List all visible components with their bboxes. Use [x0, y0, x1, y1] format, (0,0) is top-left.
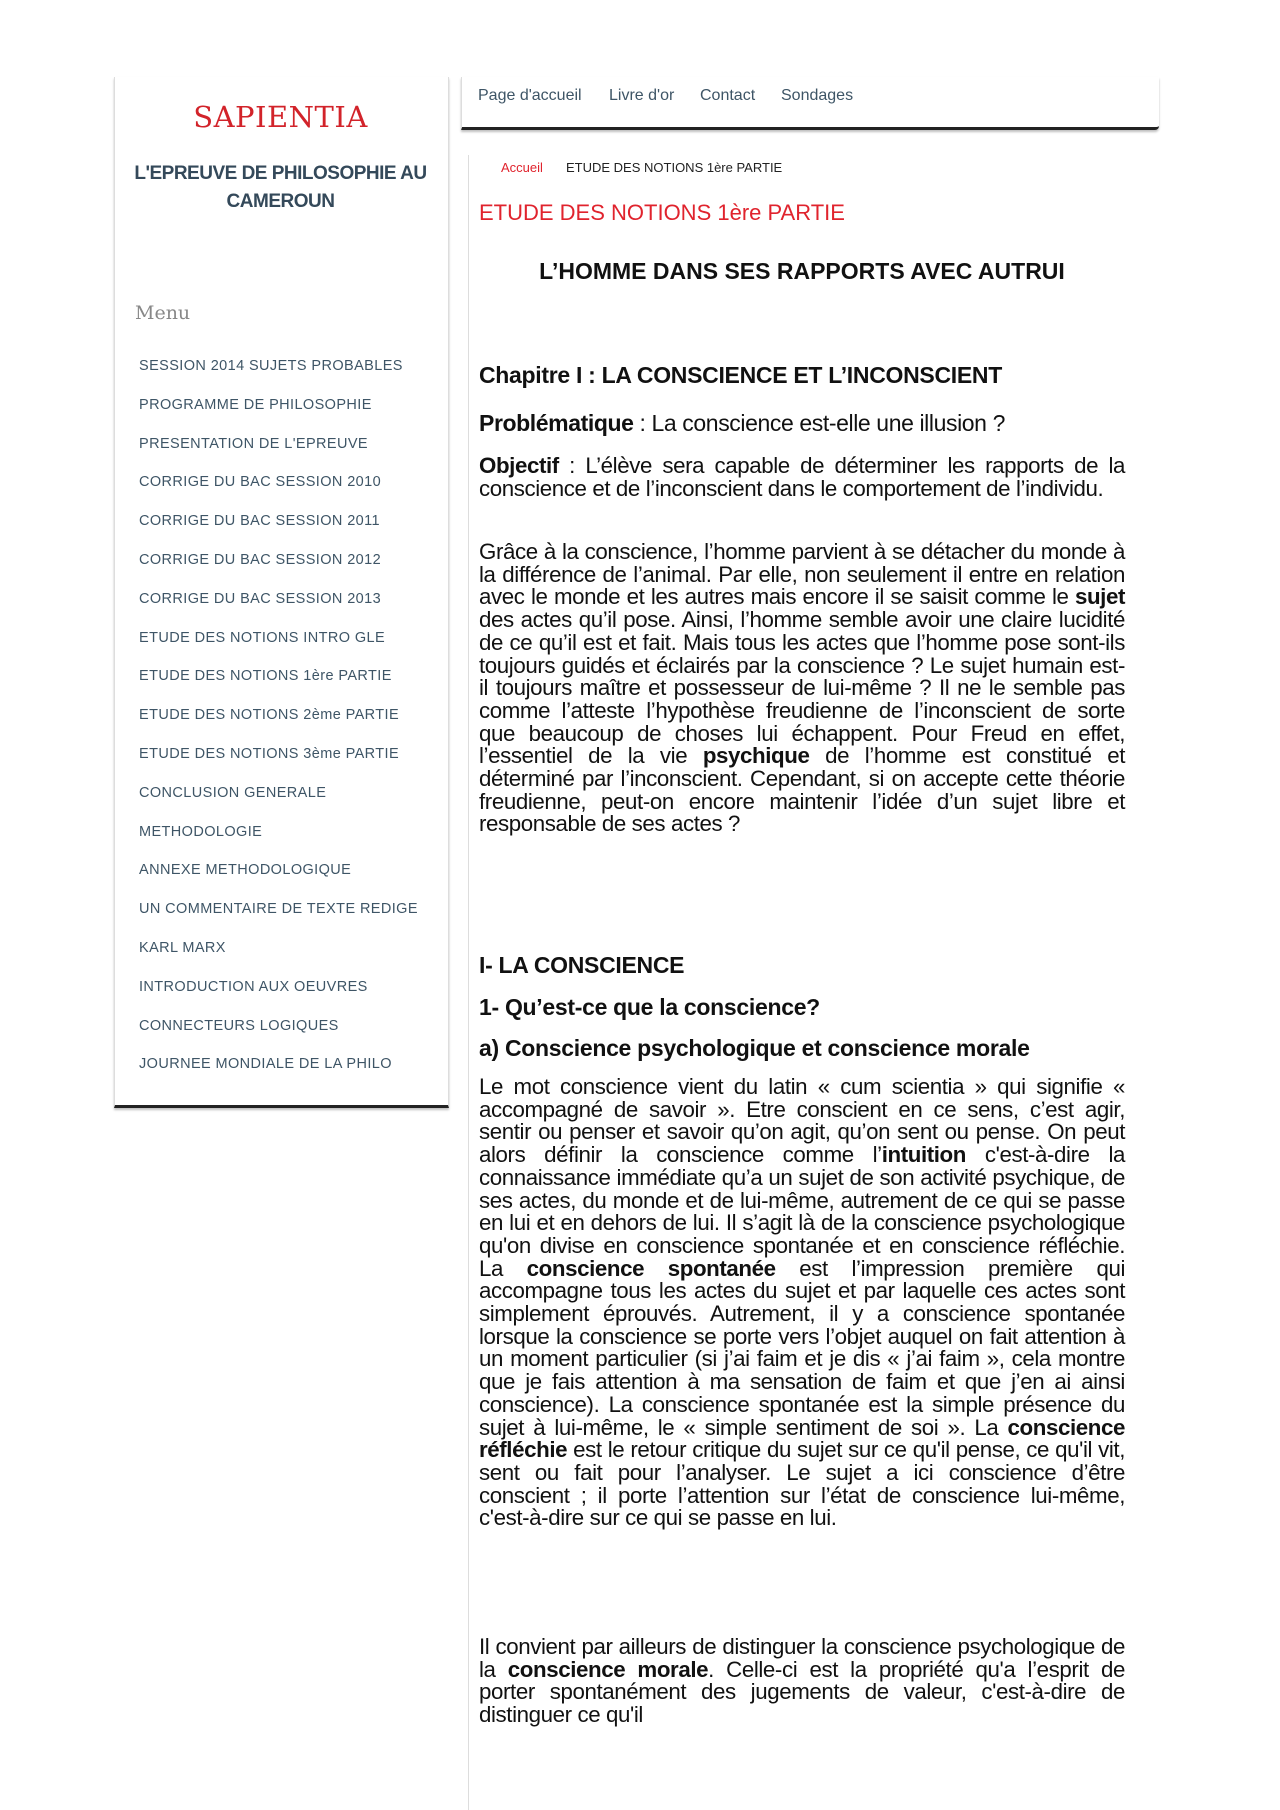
breadcrumb-current: ETUDE DES NOTIONS 1ère PARTIE	[566, 160, 783, 175]
text: Grâce à la conscience, l’homme parvient à se détacher du monde à la différence de l’animal. Par elle, non seulement il entre en relation avec le monde et les autres mais encore il se saisit comme le	[479, 539, 1125, 610]
site-logo[interactable]: SAPIENTIA	[193, 100, 368, 134]
menu-item[interactable]: METHODOLOGIE	[139, 823, 263, 840]
objective-text: : L’élève sera capable de déterminer les rapports de la conscience et de l’inconscient dans le comportement de l’individu.	[479, 453, 1125, 501]
bold-term: conscience morale	[507, 1656, 709, 1682]
menu-item[interactable]: CONCLUSION GENERALE	[139, 784, 327, 801]
bold-term: intuition	[881, 1142, 967, 1168]
menu-item[interactable]: CORRIGE DU BAC SESSION 2013	[139, 590, 382, 607]
chapter-heading: Chapitre I : LA CONSCIENCE ET L’INCONSCIENT	[479, 362, 1002, 388]
nav-guestbook[interactable]: Livre d'or	[609, 87, 675, 104]
site-subtitle: L'EPREUVE DE PHILOSOPHIE AU CAMEROUN	[134, 163, 427, 212]
problem-statement	[479, 412, 1125, 435]
page-title: ETUDE DES NOTIONS 1ère PARTIE	[479, 200, 845, 225]
text: Le mot conscience vient du latin « cum scientia » qui signifie « accompagné de savoir ». Etre conscient en ce sens, c’est agir, sentir ou penser et savoir qu’on agit, qu’on sent ou pense. On peut alors définir la conscience comme l’	[479, 1074, 1125, 1168]
section-heading: I- LA CONSCIENCE	[479, 952, 685, 978]
text: Il convient par ailleurs de distinguer la conscience psychologique de la	[479, 1634, 1125, 1682]
text: . Celle-ci est la propriété qu'a l’esprit de porter spontanément des jugements de valeur, c'est-à-dire de distinguer ce qu'il	[479, 1656, 1125, 1728]
intro-paragraph	[479, 541, 1125, 836]
text: des actes qu’il pose. Ainsi, l’homme semble avoir une claire lucidité de ce qu’il est et fait. Mais tous les actes que l’homme pose sont-ils toujours guidés et éclairés par la conscience ? Le sujet humain est-il toujours maître et possesseur de lui-même ? Il ne le semble pas comme l’atteste l’hypothèse freudienne de l’inconscient de sorte que beaucoup de choses lui échappent. Pour Freud en effet, l’essentiel de la vie	[479, 607, 1125, 769]
text: est l’impression première qui accompagne tous les actes du sujet et par laquelle ces actes sont simplement éprouvés. Autrement, il y a conscience spontanée lorsque la conscience se porte vers l’objet auquel on fait attention à un moment particulier (si j’ai faim et je dis « j’ai faim », cela montre que je fais attention à ma sensation de faim et que j’en ai ainsi conscience). La conscience spontanée est la simple présence du sujet à lui-même, le « simple sentiment de soi ». La	[479, 1255, 1125, 1440]
nav-contact[interactable]: Contact	[700, 87, 756, 104]
menu-item[interactable]: SESSION 2014 SUJETS PROBABLES	[139, 358, 403, 374]
menu-item[interactable]: CORRIGE DU BAC SESSION 2010	[139, 474, 382, 491]
subsection-heading: 1- Qu’est-ce que la conscience?	[479, 994, 820, 1020]
problem-label: Problématique	[479, 410, 634, 436]
menu-item[interactable]: PRESENTATION DE L'EPREUVE	[139, 435, 368, 452]
subsubsection-heading: a) Conscience psychologique et conscience morale	[479, 1035, 1030, 1061]
menu-item[interactable]: CONNECTEURS LOGIQUES	[139, 1017, 339, 1034]
bold-term: conscience spontanée	[526, 1255, 776, 1281]
menu-item[interactable]: UN COMMENTAIRE DE TEXTE REDIGE	[139, 901, 418, 918]
problem-text: : La conscience est-elle une illusion ?	[633, 410, 1005, 436]
menu-item[interactable]: JOURNEE MONDIALE DE LA PHILO	[139, 1056, 392, 1073]
menu-item[interactable]: PROGRAMME DE PHILOSOPHIE	[139, 396, 372, 413]
text: est le retour critique du sujet sur ce qu'il pense, ce qu'il vit, sent ou fait pour l’analyser. Le sujet a ici conscience d’être conscient ; il porte l’attention sur l’état de conscience lui-même, c'est-à-dire sur ce qui se passe en lui.	[479, 1437, 1125, 1531]
top-navigation	[461, 77, 1159, 130]
breadcrumb-home[interactable]: Accueil	[501, 160, 543, 175]
bold-term: conscience réfléchie	[479, 1414, 1125, 1463]
nav-home[interactable]: Page d'accueil	[478, 87, 582, 104]
menu-item[interactable]: CORRIGE DU BAC SESSION 2012	[139, 551, 382, 568]
menu-item[interactable]: KARL MARX	[139, 939, 226, 956]
menu-item[interactable]: ANNEXE METHODOLOGIQUE	[139, 862, 352, 879]
article-heading: L’HOMME DANS SES RAPPORTS AVEC AUTRUI	[539, 258, 1065, 284]
objective-paragraph	[479, 455, 1125, 500]
bold-term: psychique	[702, 743, 810, 769]
objective-label: Objectif	[479, 453, 559, 478]
text: c'est-à-dire la connaissance immédiate qu’a un sujet de son activité psychique, de ses actes, du monde et de lui-même, autrement de ce qui se passe en lui et en dehors de lui. Il s’agit là de la conscience psychologique qu'on divise en conscience spontanée et en conscience réfléchie. La	[479, 1142, 1125, 1281]
menu-item[interactable]: ETUDE DES NOTIONS 2ème PARTIE	[139, 707, 400, 724]
menu-item[interactable]: ETUDE DES NOTIONS 3ème PARTIE	[139, 745, 400, 762]
menu-title: Menu	[135, 302, 191, 324]
body-paragraph	[479, 1636, 1125, 1727]
menu-item[interactable]: INTRODUCTION AUX OEUVRES	[139, 978, 368, 995]
sidebar-menu	[139, 358, 418, 1095]
menu-item[interactable]: CORRIGE DU BAC SESSION 2011	[139, 513, 380, 530]
nav-polls[interactable]: Sondages	[781, 87, 854, 104]
bold-term: sujet	[1074, 584, 1125, 610]
content-divider	[468, 155, 469, 1810]
text: de l’homme est constitué et déterminé par l’inconscient. Cependant, si on accepte cette théorie freudienne, peut-on encore maintenir l’idée d’un sujet libre et responsable de ses actes ?	[479, 743, 1125, 837]
menu-item[interactable]: ETUDE DES NOTIONS 1ère PARTIE	[139, 668, 392, 685]
body-paragraph	[479, 1076, 1125, 1530]
menu-item[interactable]: ETUDE DES NOTIONS INTRO GLE	[139, 629, 386, 646]
